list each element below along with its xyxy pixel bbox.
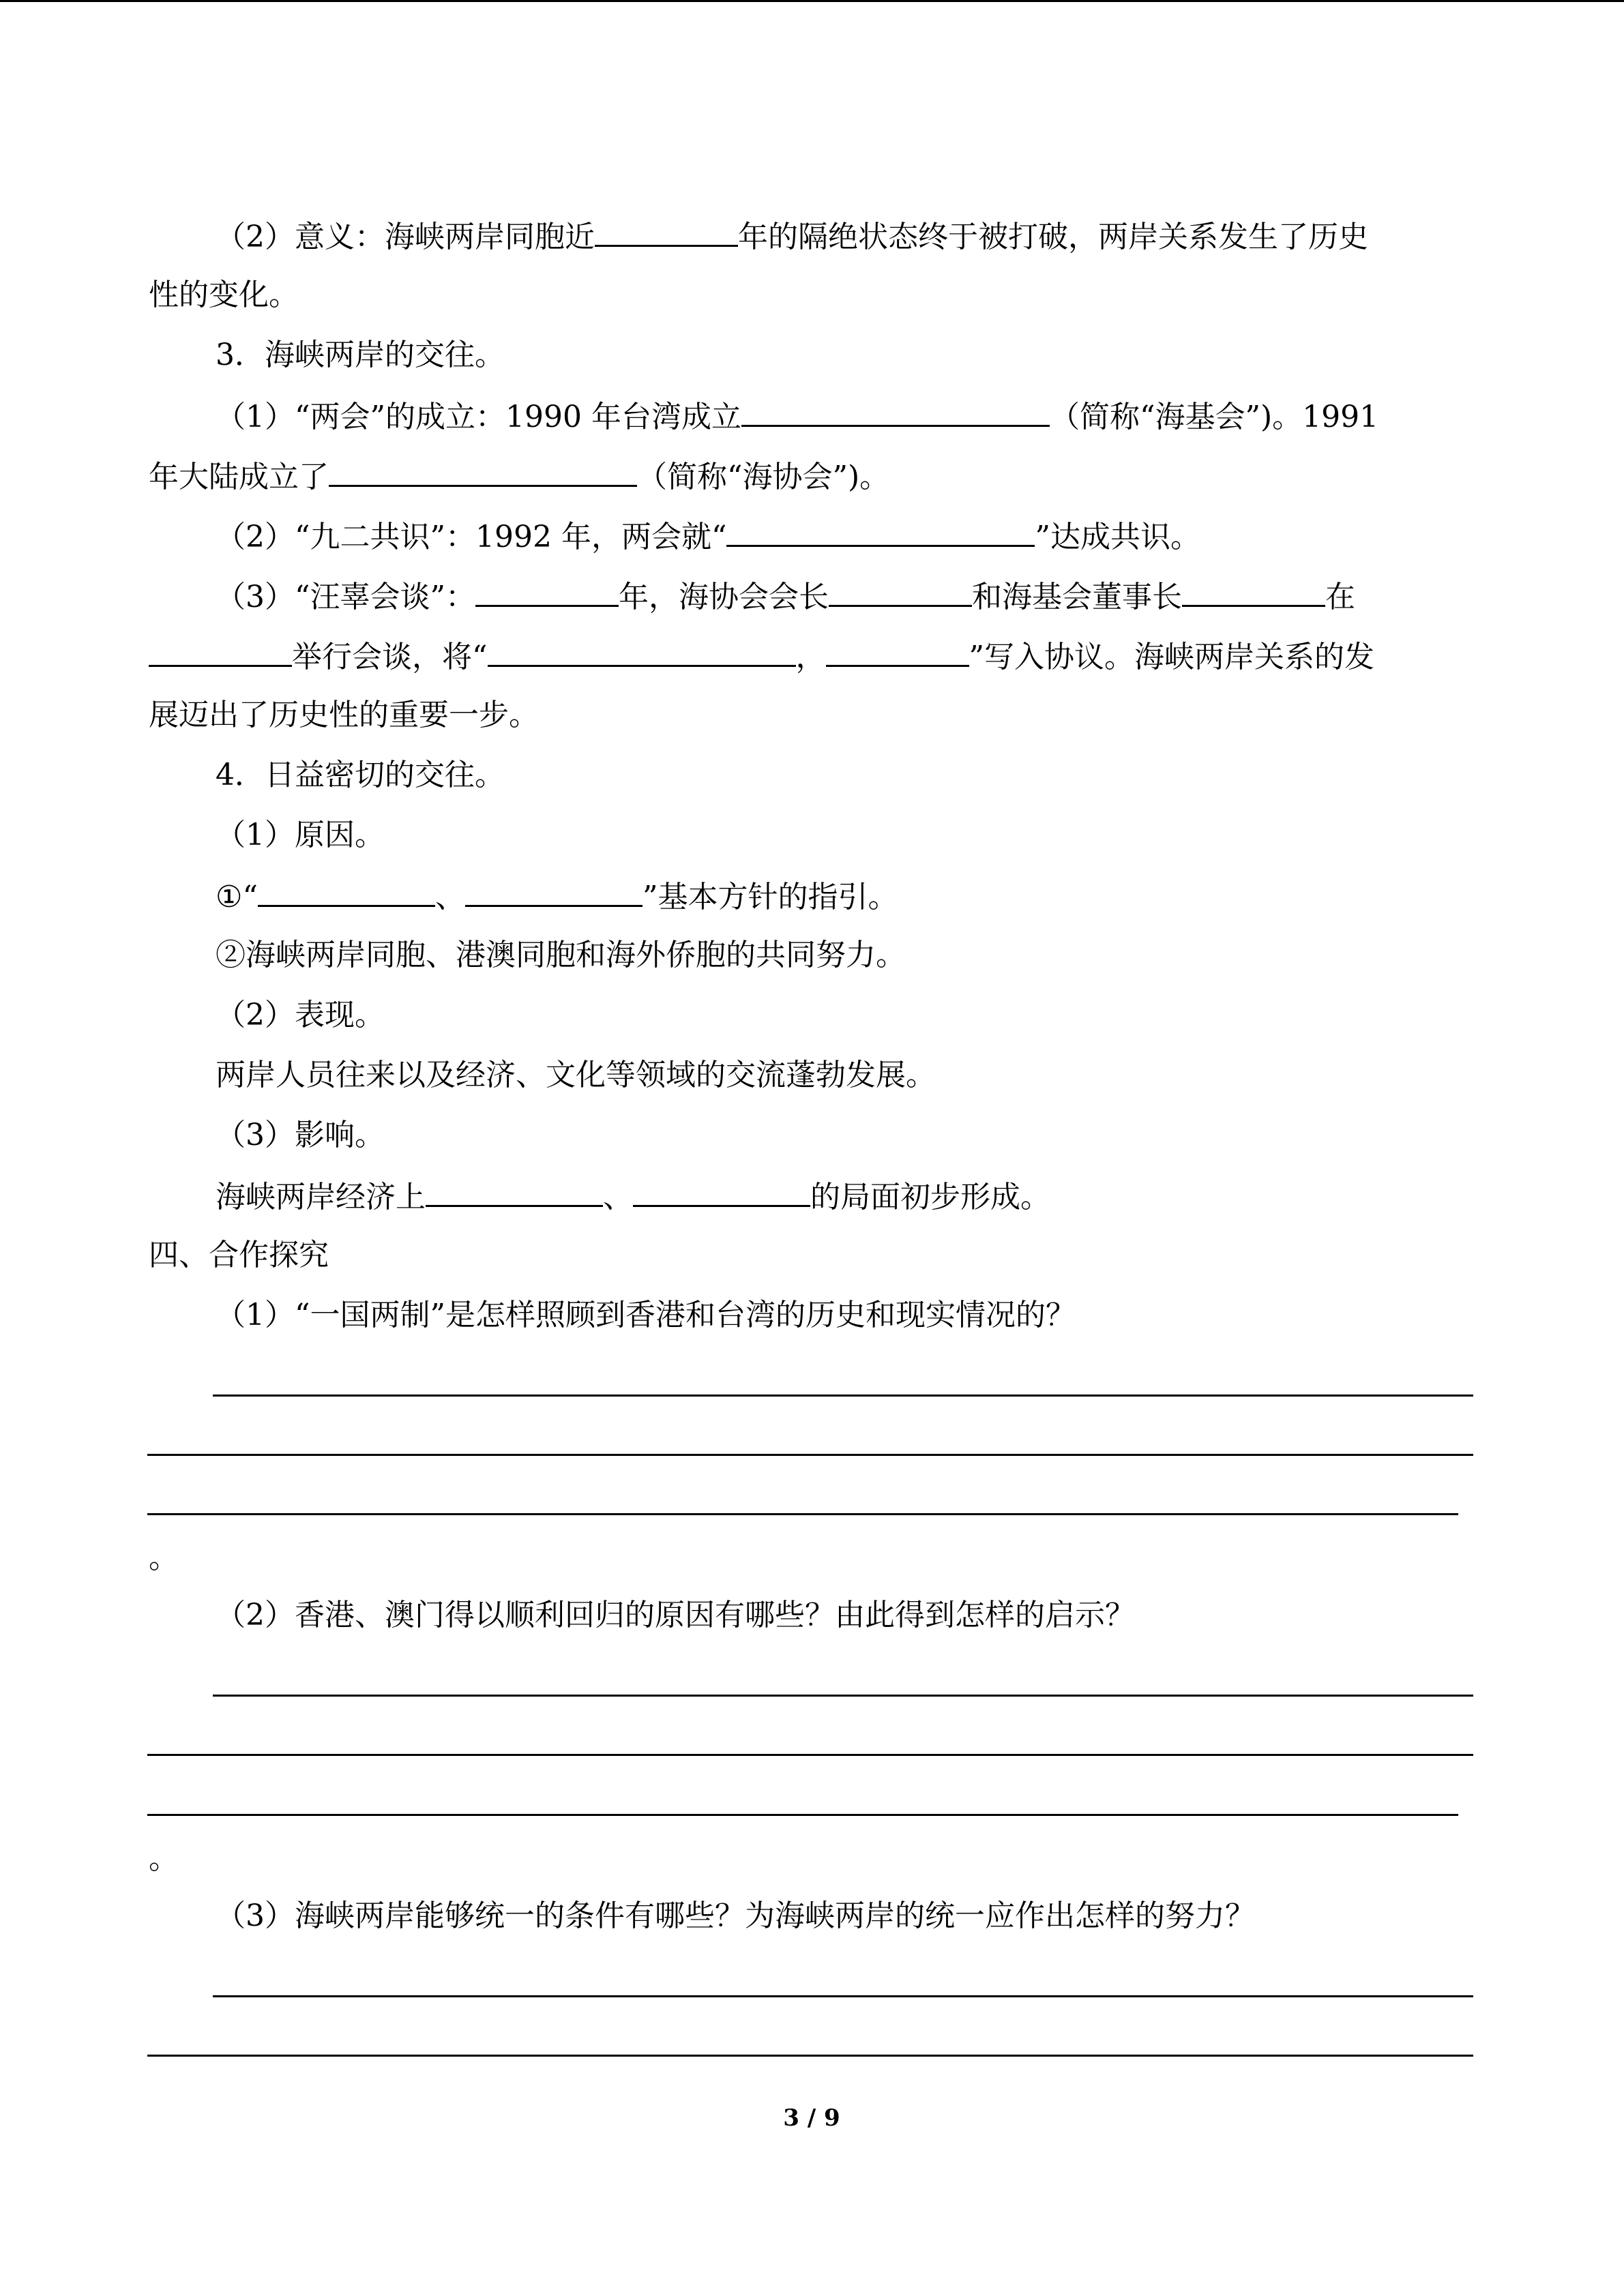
answer-blank[interactable]	[475, 575, 619, 607]
text: （3）海峡两岸能够统一的条件有哪些？为海峡两岸的统一应作出怎样的努力？	[216, 1898, 1255, 1933]
q4-1	[216, 815, 385, 856]
text: 3．海峡两岸的交往。	[216, 338, 505, 372]
text: （简称“海协会”)。	[637, 460, 890, 494]
answer-blank[interactable]	[149, 635, 292, 667]
q3-1-line-2	[149, 455, 889, 498]
text: 和海基会董事长	[971, 580, 1182, 614]
period-mark	[149, 1538, 179, 1579]
text: （2）“九二共识”：1992 年，两会就“	[216, 520, 727, 554]
page-number: 3 / 9	[783, 2104, 840, 2132]
text: （1）“两会”的成立：1990 年台湾成立	[216, 400, 741, 434]
q3-1-line	[216, 395, 1378, 438]
text: ，	[795, 640, 826, 674]
text: ②海峡两岸同胞、港澳同胞和海外侨胞的共同努力。	[216, 938, 906, 972]
text: 四、合作探究	[149, 1238, 329, 1272]
text: 性的变化。	[149, 278, 299, 312]
text: （2）香港、澳门得以顺利回归的原因有哪些？由此得到怎样的启示？	[216, 1598, 1135, 1632]
period-mark	[149, 1838, 179, 1879]
text: （2）意义：海峡两岸同胞近	[216, 220, 595, 254]
answer-line[interactable]	[147, 1454, 1473, 1456]
answer-blank[interactable]	[1182, 575, 1325, 607]
text: 年，海协会会长	[618, 580, 829, 614]
heading-4	[216, 755, 505, 796]
text: 展迈出了历史性的重要一步。	[149, 698, 539, 732]
q4-3	[216, 1115, 385, 1156]
answer-blank[interactable]	[595, 215, 738, 247]
text: 在	[1325, 580, 1355, 614]
text: ”写入协议。海峡两岸关系的发	[969, 640, 1374, 674]
text: （简称“海基会”)。1991	[1049, 400, 1379, 434]
answer-blank[interactable]	[741, 395, 1050, 427]
answer-blank[interactable]	[726, 515, 1035, 547]
q4-1-item-2	[216, 935, 906, 976]
q4-1-item-1	[216, 875, 898, 918]
text: 年大陆成立了	[149, 460, 329, 494]
answer-line[interactable]	[147, 1513, 1458, 1515]
text: 海峡两岸经济上	[216, 1180, 426, 1214]
q3-3-line	[216, 575, 1355, 618]
text: 年的隔绝状态终于被打破，两岸关系发生了历史	[738, 220, 1368, 254]
text: ”达成共识。	[1035, 520, 1200, 554]
q4-2	[216, 995, 385, 1036]
text: （3）“汪辜会谈”：	[216, 580, 475, 614]
exploration-q2	[216, 1595, 1135, 1636]
answer-line[interactable]	[147, 2055, 1473, 2057]
answer-blank[interactable]	[829, 575, 972, 607]
answer-blank[interactable]	[465, 875, 643, 907]
answer-blank[interactable]	[426, 1175, 603, 1207]
text: （1）“一国两制”是怎样照顾到香港和台湾的历史和现实情况的？	[216, 1298, 1076, 1332]
meaning-line-2	[149, 275, 299, 316]
answer-blank[interactable]	[329, 455, 637, 487]
answer-line[interactable]	[147, 1814, 1458, 1816]
exploration-q1	[216, 1295, 1076, 1336]
q4-3-text	[216, 1175, 1050, 1218]
text: （3）影响。	[216, 1118, 385, 1152]
text: ”基本方针的指引。	[642, 880, 898, 914]
text: 。	[149, 1841, 179, 1876]
exploration-q3	[216, 1896, 1255, 1937]
answer-blank[interactable]	[633, 1175, 810, 1207]
text: （2）表现。	[216, 998, 385, 1032]
text: 举行会谈，将“	[292, 640, 488, 674]
answer-line[interactable]	[213, 1995, 1473, 1997]
top-border	[0, 0, 1624, 2]
answer-line[interactable]	[147, 1754, 1473, 1756]
text: ①“	[216, 880, 258, 914]
answer-blank[interactable]	[826, 635, 969, 667]
text: 、	[434, 880, 465, 914]
answer-line[interactable]	[213, 1395, 1473, 1397]
answer-line[interactable]	[213, 1695, 1473, 1697]
text: 、	[603, 1180, 633, 1214]
q4-2-text	[216, 1055, 936, 1096]
heading-3	[216, 335, 505, 376]
answer-blank[interactable]	[258, 875, 435, 907]
q3-2-line	[216, 515, 1200, 558]
text: 4．日益密切的交往。	[216, 758, 505, 792]
text: （1）原因。	[216, 818, 385, 852]
section-four-title	[149, 1235, 329, 1276]
answer-blank[interactable]	[488, 635, 796, 667]
q3-3-line-3	[149, 695, 539, 736]
q3-3-line-2	[149, 635, 1374, 678]
text: 两岸人员往来以及经济、文化等领域的交流蓬勃发展。	[216, 1058, 936, 1092]
text: 。	[149, 1540, 179, 1575]
text: 的局面初步形成。	[810, 1180, 1050, 1214]
meaning-line	[216, 215, 1368, 258]
